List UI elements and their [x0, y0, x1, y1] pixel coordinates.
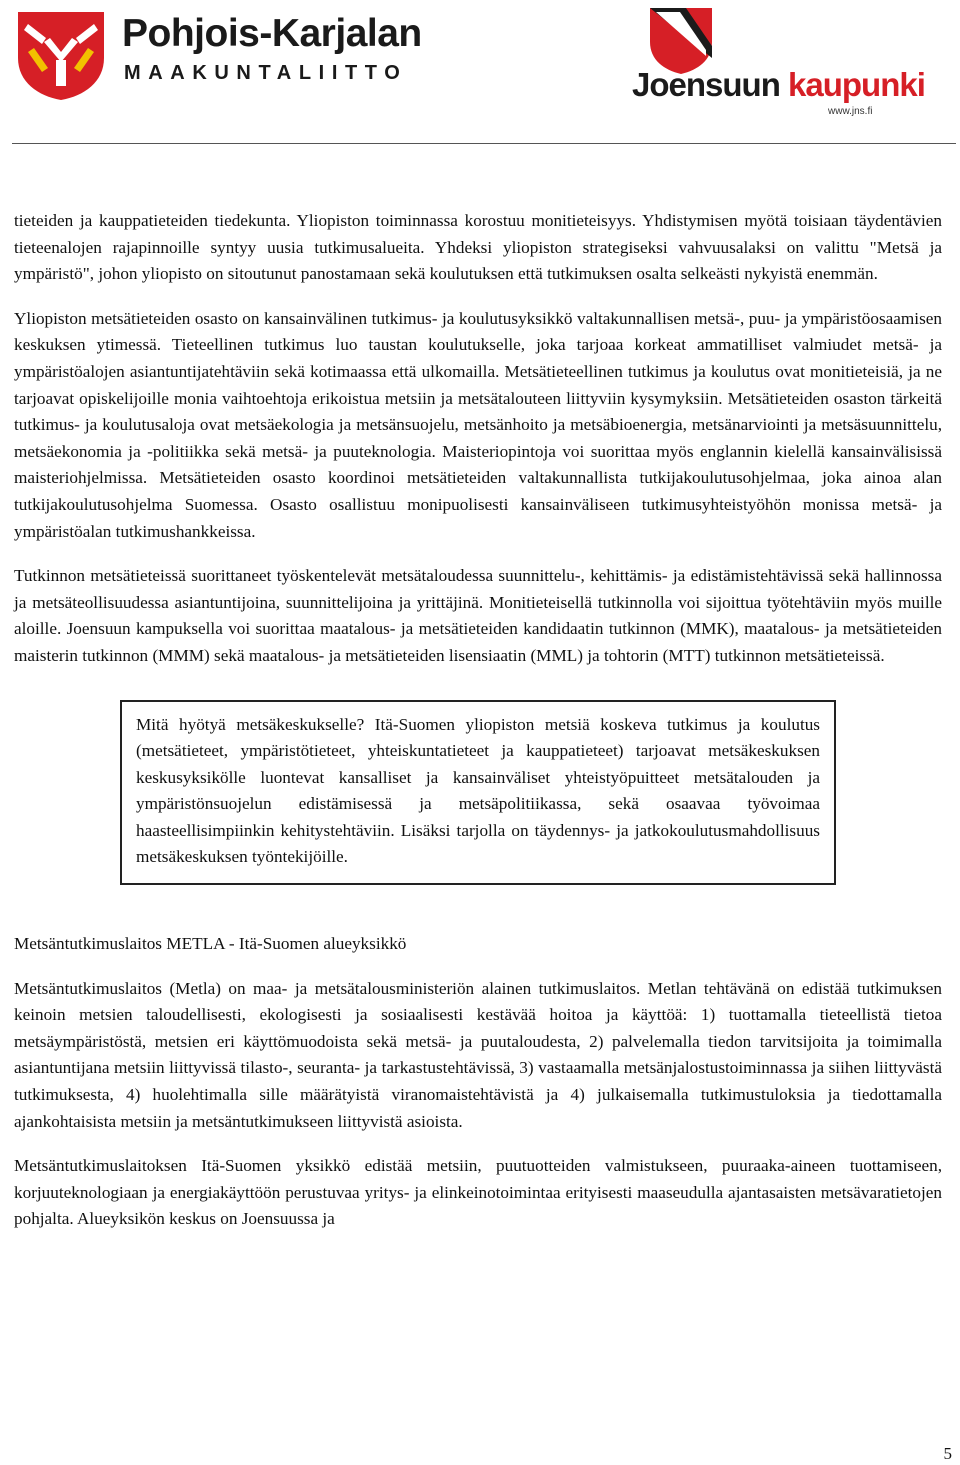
org-subtitle: MAAKUNTALIITTO [124, 62, 408, 84]
body-paragraph: Yliopiston metsätieteiden osasto on kansainvälinen tutkimus- ja koulutusyksikkö valtakunnallisen metsä-, puu- ja ympäristöosaamisen keskuksen ytimessä. Tieteellinen tutkimus luo taustan koulutukselle, joka tarjoaa korkeat ammatilliset valmiudet metsä- ja ympäristöalojen asiantuntijatehtäviin sekä kotimaassa että ulkomailla. Metsätieteellinen tutkimus ja koulutus ovat monitieteisiä, ja ne tarjoavat opiskelijoille monia vaihtoehtoja erikoistua metsiin ja metsätalouteen liittyviin kysymyksiin. Metsätieteiden osaston tärkeitä tutkimus- ja koulutusaloja ovat metsäekologia ja metsänsuojelu, metsänhoito ja metsäbioenergia, metsänarviointi ja metsäsuunnittelu, metsäekonomia ja -politiikka sekä metsä- ja puuteknologia. Maisteriopintoja voi suorittaa myös englannin kielellä kansainvälisissä maisteriohjelmissa. Metsätieteiden osasto koordinoi metsätieteiden valtakunnallista tutkijakoulutusohjelmaa, joka ainoa alan tutkijakoulutusohjelma Suomessa. Osasto osallistuu monipuolisesti kansainväliseen tutkimusyhteistyöhön monissa metsä- ja ympäristöalan tutkimushankkeissa. [14, 308, 942, 541]
body-paragraph: Metsäntutkimuslaitos (Metla) on maa- ja metsätalousministeriön alainen tutkimuslaitos. Metlan tehtävänä on edistää tutkimuksen keinoin metsien taloudellisesti, ekologisesti ja sosiaalisesti kestävää hoitoa ja käyttöä: 1) tuottamalla tieteellistä tietoa metsäympäristöstä, metsien eri käyttömuodoista sekä metsä- ja puutaloudesta, 2) palvelemalla tiedon tarvitsijoita ja toimimalla asiantuntijana metsiin liittyvissä tilasto-, seuranta- ja tarkastustehtävissä, 3) vastaamalla metsänjalostustoiminnassa ja siihen liittyvästä tutkimuksesta, 4) huolehtimalla sille määrätyistä viranomaistehtävistä ja 4) julkaisemalla tutkimustuloksia ja tiedottamalla ajankohtaisista metsiin ja metsäntutkimukseen liittyvistä asioista. [14, 978, 942, 1131]
org-name: Pohjois-Karjalan [122, 12, 422, 55]
city-name-part1: Joensuun [632, 66, 780, 103]
page-header [0, 0, 960, 140]
body-paragraph: Tutkinnon metsätieteissä suorittaneet työskentelevät metsätaloudessa suunnittelu-, kehittämis- ja edistämistehtävissä sekä hallinnossa ja metsäteollisuudessa asiantuntijoina, suunnittelijoina ja yrittäjinä. Monitieteisellä tutkinnolla voi sijoittua työtehtäviin myös muille aloille. Joensuun kampuksella voi suorittaa maatalous- ja metsätieteiden kandidaatin tutkinnon (MMK), maatalous- ja metsätieteiden maisterin tutkinnon (MMM) sekä maatalous- ja metsätieteiden lisensiaatin (MML) ja tohtorin (MTT) tutkinnon metsätieteissä. [14, 566, 942, 665]
highlight-box: Mitä hyötyä metsäkeskukselle? Itä-Suomen yliopiston metsiä koskeva tutkimus ja koulutus (metsätieteet, ympäristötieteet, yhteiskuntatieteet ja kauppatieteet) tarjoavat metsäkeskuksen keskusyksikölle luontevat kansalliset ja kansainväliset yhteistyöpuitteet metsätalouden ja ympäristönsuojelun edistämisessä ja metsäpolitiikassa, sekä osaavaa työvoimaa haasteellisimpiinkin kehitystehtäviin. Lisäksi tarjolla on täydennys- ja jatkokoulutusmahdollisuus metsäkeskuksen työntekijöille. [120, 700, 836, 886]
joensuun-kaupunki-logo [632, 6, 925, 126]
highlight-box-wrapper [120, 700, 836, 886]
page-number: 5 [943, 1444, 952, 1463]
body-paragraph: tieteiden ja kauppatieteiden tiedekunta. Yliopiston toiminnassa korostuu monitieteisyys. Yhdistymisen myötä toisiaan täydentävien tieteenalojen rajapinnoille syntyy uusia tutkimusalueita. Yhdeksi yliopiston strategiseksi vahvuusalaksi on valittu "Metsä ja ympäristö", johon yliopisto on sitoutunut panostamaan sekä koulutuksen että tutkimuksen osalta selkeästi nykyistä enemmän. [14, 211, 942, 284]
city-name [632, 66, 925, 104]
pohjois-karjalan-maakuntaliitto-logo [14, 8, 422, 104]
document-body [14, 208, 942, 1233]
city-name-part2: kaupunki [788, 66, 925, 103]
regional-coat-of-arms-icon [14, 8, 108, 102]
city-website: www.jns.fi [828, 106, 873, 117]
header-divider [12, 143, 956, 144]
body-paragraph: Metsäntutkimuslaitoksen Itä-Suomen yksikkö edistää metsiin, puutuotteiden valmistukseen, puuraaka-aineen tuottamiseen, korjuuteknologiaan ja energiakäyttöön perustuvaa yritys- ja elinkeinotoimintaa erityisesti maaseudulla ajantasaisten metsävaratietojen pohjalta. Alueyksikön keskus on Joensuussa ja [14, 1156, 942, 1229]
section-title: Metsäntutkimuslaitos METLA - Itä-Suomen alueyksikkö [14, 934, 407, 954]
